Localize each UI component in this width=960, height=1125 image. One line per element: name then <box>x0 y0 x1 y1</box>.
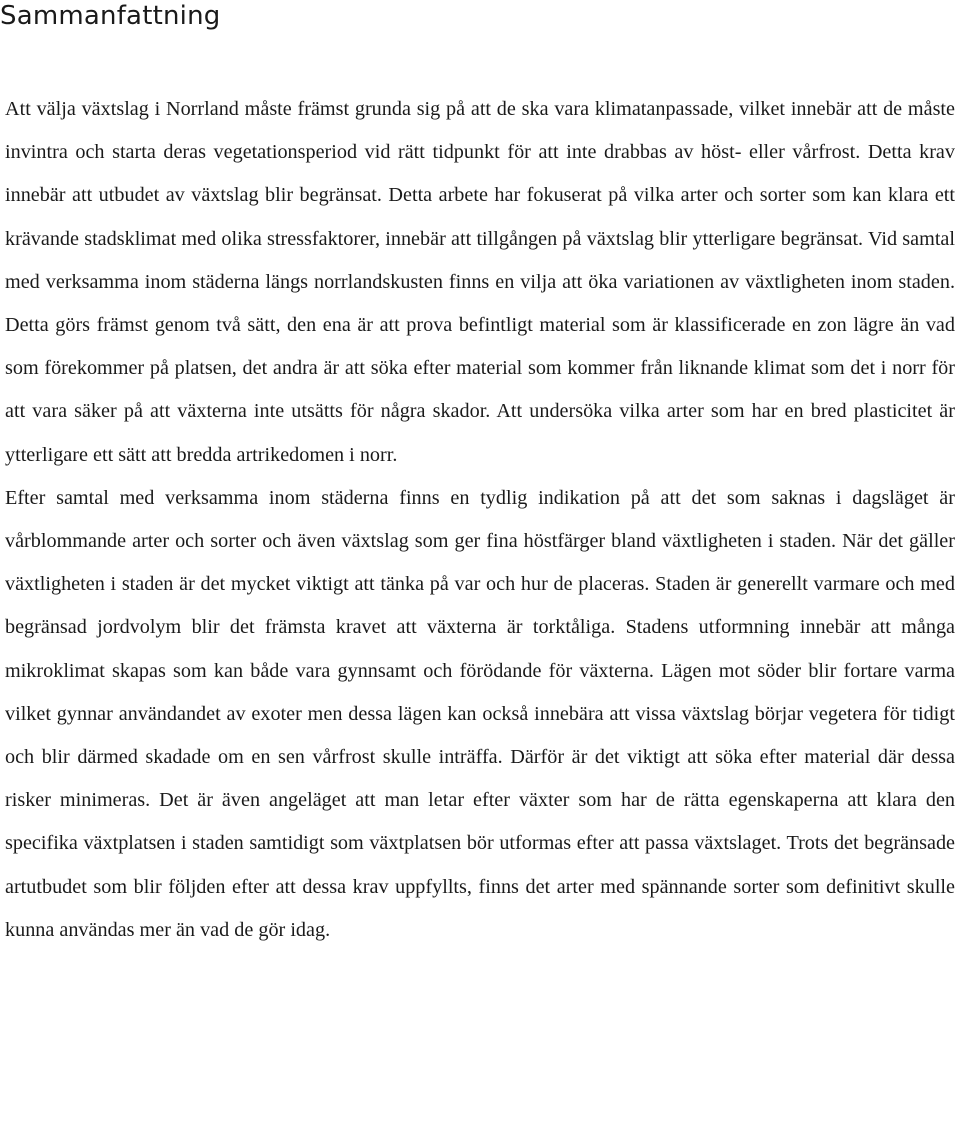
page-title: Sammanfattning <box>0 1 221 31</box>
body-text <box>5 88 955 952</box>
paragraph-2: Efter samtal med verksamma inom städerna finns en tydlig indikation på att det som saknas i dagsläget är vårblommande arter och sorter och även växtslag som ger fina höstfärger bland växtligheten i staden. När det gäller växtligheten i staden är det mycket viktigt att tänka på var och hur de placeras. Staden är generellt varmare och med begränsad jordvolym blir det främsta kravet att växterna är torktåliga. Stadens utformning innebär att många mikroklimat skapas som kan både vara gynnsamt och förödande för växterna. Lägen mot söder blir fortare varma vilket gynnar användandet av exoter men dessa lägen kan också innebära att vissa växtslag börjar vegetera för tidigt och blir därmed skadade om en sen vårfrost skulle inträffa. Därför är det viktigt att söka efter material där dessa risker minimeras. Det är även angeläget att man letar efter växter som har de rätta egenskaperna att klara den specifika växtplatsen i staden samtidigt som växtplatsen bör utformas efter att passa växtslaget. Trots det begränsade artutbudet som blir följden efter att dessa krav uppfyllts, finns det arter med spännande sorter som definitivt skulle kunna användas mer än vad de gör idag. <box>5 486 955 941</box>
paragraph-1: Att välja växtslag i Norrland måste främst grunda sig på att de ska vara klimatanpassade, vilket innebär att de måste invintra och starta deras vegetationsperiod vid rätt tidpunkt för att inte drabbas av höst- eller vårfrost. Detta krav innebär att utbudet av växtslag blir begränsat. Detta arbete har fokuserat på vilka arter och sorter som kan klara ett krävande stadsklimat med olika stressfaktorer, innebär att tillgången på växtslag blir ytterligare begränsat. Vid samtal med verksamma inom städerna längs norrlandskusten finns en vilja att öka variationen av växtligheten inom staden. Detta görs främst genom två sätt, den ena är att prova befintligt material som är klassificerade en zon lägre än vad som förekommer på platsen, det andra är att söka efter material som kommer från liknande klimat som det i norr för att vara säker på att växterna inte utsätts för några skador. Att undersöka vilka arter som har en bred plasticitet är ytterligare ett sätt att bredda artrikedomen i norr. <box>5 98 955 466</box>
